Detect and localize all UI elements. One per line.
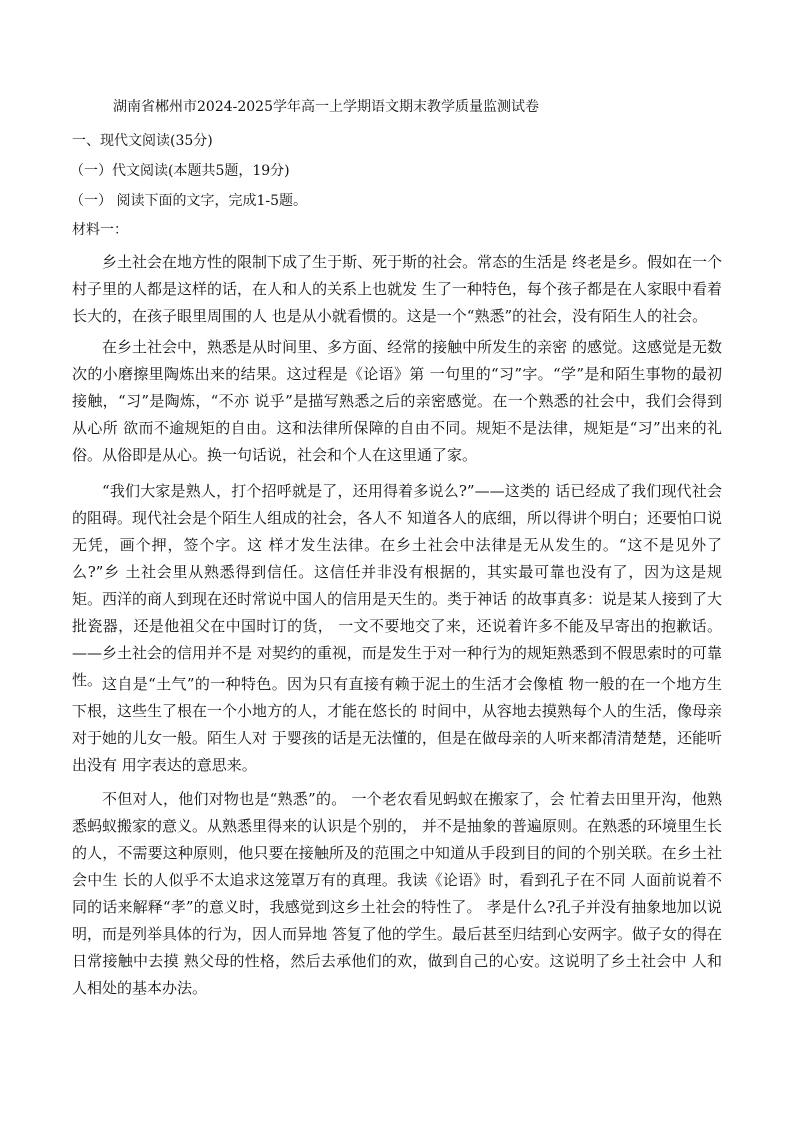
paragraph: 乡土社会在地方性的限制下成了生于斯、死于斯的社会。常态的生活是 终老是乡。假如在一个村子里的人都是这样的话，在人和人的关系上也就发 生了一种特色，每个孩子都是在人家眼中看着长大的，在孩子眼里周围的人 也是从小就看惯的。这是一个“熟悉”的社会，没有陌生人的社会。: [72, 253, 722, 325]
subsection-heading: （一）代文阅读(本题共5题，19分): [70, 163, 290, 179]
paragraph: “我们大家是熟人，打个招呼就是了，还用得着多说么?”——这类的 话已经成了我们现代社会的阻碍。现代社会是个陌生人组成的社会，各人不 知道各人的底细，所以得讲个明白；还要怕口说无凭，画个押，签个字。这 样才发生法律。在乡土社会中法律是无从发生的。“这不是见外了么?”乡 土社会里从熟悉得到信任。这信任并非没有根据的，其实最可靠也没有了，因为这是规矩。西洋的商人到现在还时常说中国人的信用是天生的。类于神话 的故事真多：说是某人接到了大批瓷器，还是他祖父在中国时订的货， 一文不要地交了来，还说着许多不能及早寄出的抱歉话。 ——乡土社会的信用并不是 对契约的重视，而是发生于对一种行为的规矩熟悉到不假思索时的可靠性。: [72, 482, 722, 689]
paragraph: 在乡土社会中，熟悉是从时间里、多方面、经常的接触中所发生的亲密 的感觉。这感觉是无数次的小磨擦里陶炼出来的结果。这过程是《论语》第 一句里的“习”字。“学”是和陌生事物的最初接触，“习”是陶炼，“不亦 说乎”是描写熟悉之后的亲密感觉。在一个熟悉的社会中，我们会得到从心所 欲而不逾规矩的自由。这和法律所保障的自由不同。规矩不是法律，规矩是“习”出来的礼俗。从俗即是从心。换一句话说，社会和个人在这里通了家。: [72, 338, 722, 464]
reading-instruction: （一） 阅读下面的文字，完成1-5题。: [70, 193, 307, 209]
document-title: 湖南省郴州市2024-2025学年高一上学期语文期末教学质量监测试卷: [113, 99, 539, 115]
paragraph: 这自是“土气”的一种特色。因为只有直接有赖于泥土的生活才会像植 物一般的在一个地方生下根，这些生了根在一个小地方的人，才能在悠长的 时间中，从容地去摸熟每个人的生活，像母亲对于她的儿女一般。陌生人对 于婴孩的话是无法懂的，但是在做母亲的人听来都清清楚楚，还能听出没有 用字表达的意思来。: [72, 675, 722, 774]
material-label: 材料一：: [72, 222, 128, 238]
section-heading: 一、现代文阅读(35分): [72, 133, 213, 149]
paragraph: 不但对人，他们对物也是“熟悉”的。 一个老农看见蚂蚁在搬家了，会 忙着去田里开沟，他熟悉蚂蚁搬家的意义。从熟悉里得来的认识是个别的， 并不是抽象的普遍原则。在熟悉的环境里生长的人，不需要这种原则，他只要在接触所及的范围之中知道从手段到目的间的个别关联。在乡土社会中生 长的人似乎不太追求这笼罩万有的真理。我读《论语》时，看到孔子在不同 人面前说着不同的话来解释“孝”的意义时，我感觉到这乡土社会的特性了。 孝是什么?孔子并没有抽象地加以说明，而是列举具体的行为，因人而异地 答复了他的学生。最后甚至归结到心安两字。做子女的得在日常接触中去摸 熟父母的性格，然后去承他们的欢，做到自己的心安。这说明了乡土社会中 人和人相处的基本办法。: [72, 790, 722, 997]
